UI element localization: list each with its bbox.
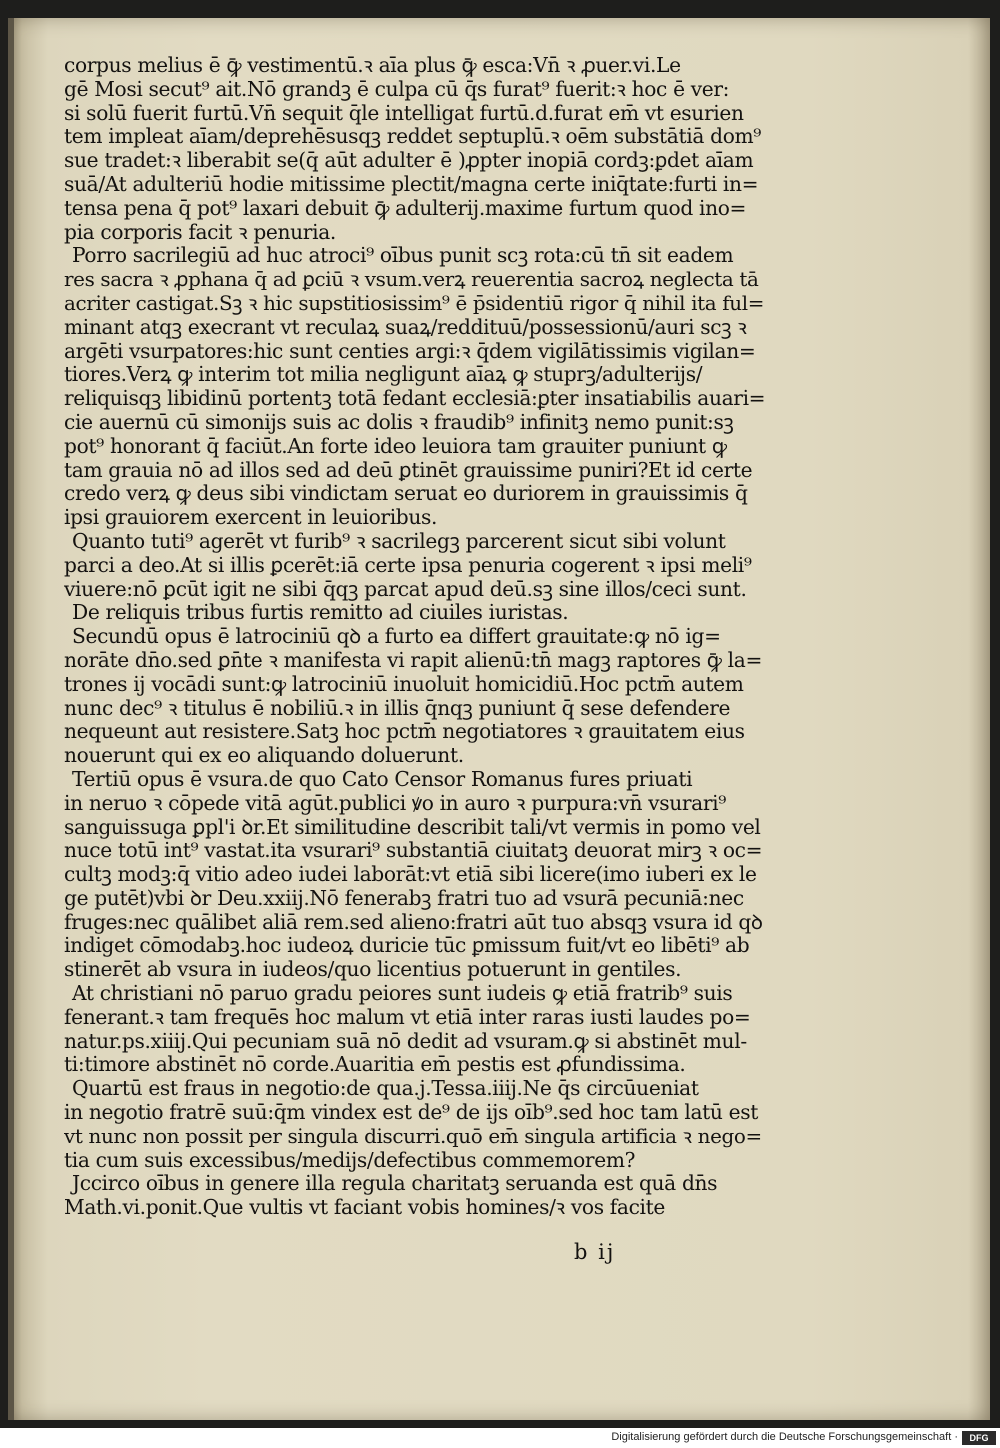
text-line: stinerēt ab vsura in iudeos/quo licentius potuerunt in gentiles.	[64, 958, 682, 982]
digitization-credit: Digitalisierung gefördert durch die Deutsche Forschungsgemeinschaft ·	[611, 1431, 958, 1443]
text-line: tensa pena q̄ pot⁹ laxari debuit ꝙ̄ adulterij.maxime furtum quod ino=	[64, 196, 747, 220]
text-line: vt nunc non possit per singula discurri.quō em̄ singula artificia ꝛ nego=	[64, 1124, 762, 1148]
text-line: sue tradet:ꝛ liberabit se(q̄ aūt adulter ē )ꝓpter inopiā cordꝫ:ꝑdet aīam	[64, 149, 754, 173]
text-line: De reliquis tribus furtis remitto ad ciuiles iuristas.	[72, 601, 569, 625]
text-line: tia cum suis excessibus/medijs/defectibus commemorem?	[64, 1148, 636, 1172]
text-line: fruges:nec quālibet aliā rem.sed alieno:fratri aūt tuo absqꝫ vsura id qꝺ	[64, 910, 763, 934]
text-line: Secundū opus ē latrociniū qꝺ a furto ea differt grauitate:ꝙ nō ig=	[72, 625, 721, 649]
text-line: ge putēt)vbi ꝺr Deu.xxiij.Nō fenerabꝫ fratri tuo ad vsurā pecuniā:nec	[64, 886, 744, 910]
text-line: viuere:nō ꝑcūt igit̄ ne sibi q̄qꝫ parcat̄ apud deū.sꝫ sine illos/ceci sunt.	[64, 577, 747, 601]
page-binding-edge	[8, 18, 14, 1420]
text-line: nunc dec⁹ ꝛ titulus ē nobiliū.ꝛ in illis q̄nqꝫ puniunt̄ q̄ sese defendere	[64, 696, 731, 720]
text-line: tam grauia nō ad illos sed ad deū ꝑtinēt grauissime puniri?Et id certe	[64, 458, 753, 482]
text-line: suā/At adulteriū hodie mitissime plectit̄/magna certe iniq̄tate:furti in=	[64, 172, 759, 196]
text-line: ti:timore abstinēt nō corde.Auaritia em̄ pestis est ꝓfundissima.	[64, 1053, 686, 1077]
text-line: norāte dn̄o.sed ꝑn̄te ꝛ manifesta vi rapit alienū:tn̄ magꝫ raptores ꝙ̄ la=	[64, 648, 763, 672]
text-line: nouerunt qui ex eo aliquando doluerunt.	[64, 744, 464, 768]
text-line: indiget cōmodabꝫ.hoc iudeoꝝ duricie tūc ꝑmissum fuit/vt eo libēti⁹ ab	[64, 934, 750, 958]
text-line: cultꝫ modꝫ:q̄ vitio adeo iudei laborāt:vt etiā sibi licere(imo iuberi ex le	[64, 863, 757, 887]
text-line: sanguissuga ꝑpl'i ꝺr.Et similitudine describit̄ tali/vt vermis in pomo vel	[64, 815, 761, 839]
text-line: pia corporis facit ꝛ penuria.	[64, 220, 336, 244]
text-line: minant atqꝫ execrant̄ vt reculaꝝ suaꝝ/reddituū/possessionū/auri scꝫ ꝛ	[64, 315, 747, 339]
text-line: nuce totū int⁹ vastat.ita vsurari⁹ substantiā ciuitatꝫ deuorat mirꝫ ꝛ oc=	[64, 839, 763, 863]
text-line: gē Mosi secut⁹ ait.Nō grandꝫ ē culpa cū q̄s furat⁹ fuerit:ꝛ hoc ē ver:	[64, 77, 730, 101]
text-line: natur.ps.xiiij.Qui pecuniam suā nō dedit ad vsuram.ꝙ si abstinēt mul-	[64, 1029, 747, 1053]
text-line: fenerant.ꝛ tam frequēs hoc malum vt etiā inter raras iusti laudes po=	[64, 1005, 751, 1029]
text-line: res sacra ꝛ ꝓphana q̄ ad ꝑciū ꝛ vsum.verꝝ reuerentia sacroꝝ neglecta tā	[64, 268, 759, 292]
text-line: pot⁹ honorant̄ q̄ faciūt.An forte ideo leuiora tam grauiter puniunt ꝙ	[64, 434, 727, 458]
text-line: trones ij vocādi sunt:ꝙ latrociniū inuoluit homicidiū.Hoc pctm̄ autem	[64, 672, 744, 696]
text-line: nequeunt aut resistere.Satꝫ hoc pctm̄ negotiatores ꝛ grauitatem eius	[64, 720, 745, 744]
text-line: Porro sacrilegiū ad huc atroci⁹ oībus punit̄ scꝫ rota:cū tn̄ sit eadem	[72, 244, 734, 268]
text-line: Quartū est fraus in negotio:de qua.j.Tessa.iiij.Ne q̄s circūueniat	[72, 1077, 699, 1101]
text-line: cie auernū cū simonijs suis ac dolis ꝛ fraudib⁹ infinitꝫ nemo punit:sꝫ	[64, 410, 734, 434]
text-line: Jccirco oībus in genere illa regula charitatꝫ seruanda est quā dn̄s	[72, 1172, 718, 1196]
text-line: acriter castigat̄.Sꝫ ꝛ hic supstitiosissim⁹ ē p̄sidentiū rigor q̄ nihil ita ful=	[64, 291, 765, 315]
text-line: argēti vsurpatores:hic sunt centies argi:ꝛ q̄dem vigilātissimis vigilan=	[64, 339, 756, 363]
text-line: tem impleat aīam/deprehēsusqꝫ reddet septuplū.ꝛ oēm substātiā dom⁹	[64, 125, 762, 149]
text-line: reliquisqꝫ libidinū portentꝫ totā fedant ecclesiā:ꝑter insatiabilis auari=	[64, 387, 766, 411]
text-line: At christiani nō paruo gradu peiores sunt iudeis ꝙ etiā fratrib⁹ suis	[72, 982, 733, 1006]
dfg-logo: DFG	[962, 1431, 996, 1445]
text-line: corpus melius ē ꝙ̄ vestimentū.ꝛ aīa plus ꝙ̄ esca:Vn̄ ꝛ ꝓuer.vi.Le	[64, 54, 681, 77]
text-line: in negotio fratrē suū:q̄m vindex est de⁹ de ijs oīb⁹.sed hoc tam latū est	[64, 1101, 759, 1125]
text-line: Tertiū opus ē vsura.de quo Cato Censor Romanus fures priuati	[72, 767, 693, 791]
footer-bar	[0, 1428, 1000, 1448]
text-line: in neruo ꝛ cōpede vitā agūt.publici ꝟo in auro ꝛ purpura:vn̄ vsurari⁹	[64, 791, 727, 815]
text-line: Quanto tuti⁹ agerēt vt furib⁹ ꝛ sacrilegꝫ parcerent sicut sibi volunt	[72, 529, 726, 553]
text-line: credo verꝝ ꝙ deus sibi vindictam seruat eo duriorem in grauissimis q̄	[64, 482, 748, 506]
page-text-block	[64, 54, 768, 1220]
text-line: si solū fuerit furtū.Vn̄ sequit̄ q̄le intelligat furtū.d.furat̄ em̄ vt esurien	[64, 101, 744, 125]
text-line: Math.vi.ponit.Que vultis vt faciant vobis homines/ꝛ vos facite	[64, 1196, 666, 1220]
text-line: tiores.Verꝝ ꝙ interim tot milia negligunt̄ aīaꝝ ꝙ stuprꝫ/adulterijs/	[64, 363, 703, 387]
signature-mark: b ij	[574, 1240, 616, 1264]
text-line: parci a deo.At si illis ꝑcerēt:iā certe ipsa penuria cogerent̄ ꝛ ipsi meli⁹	[64, 553, 752, 577]
text-line: ipsi grauiorem exercent in leuioribus.	[64, 506, 438, 530]
